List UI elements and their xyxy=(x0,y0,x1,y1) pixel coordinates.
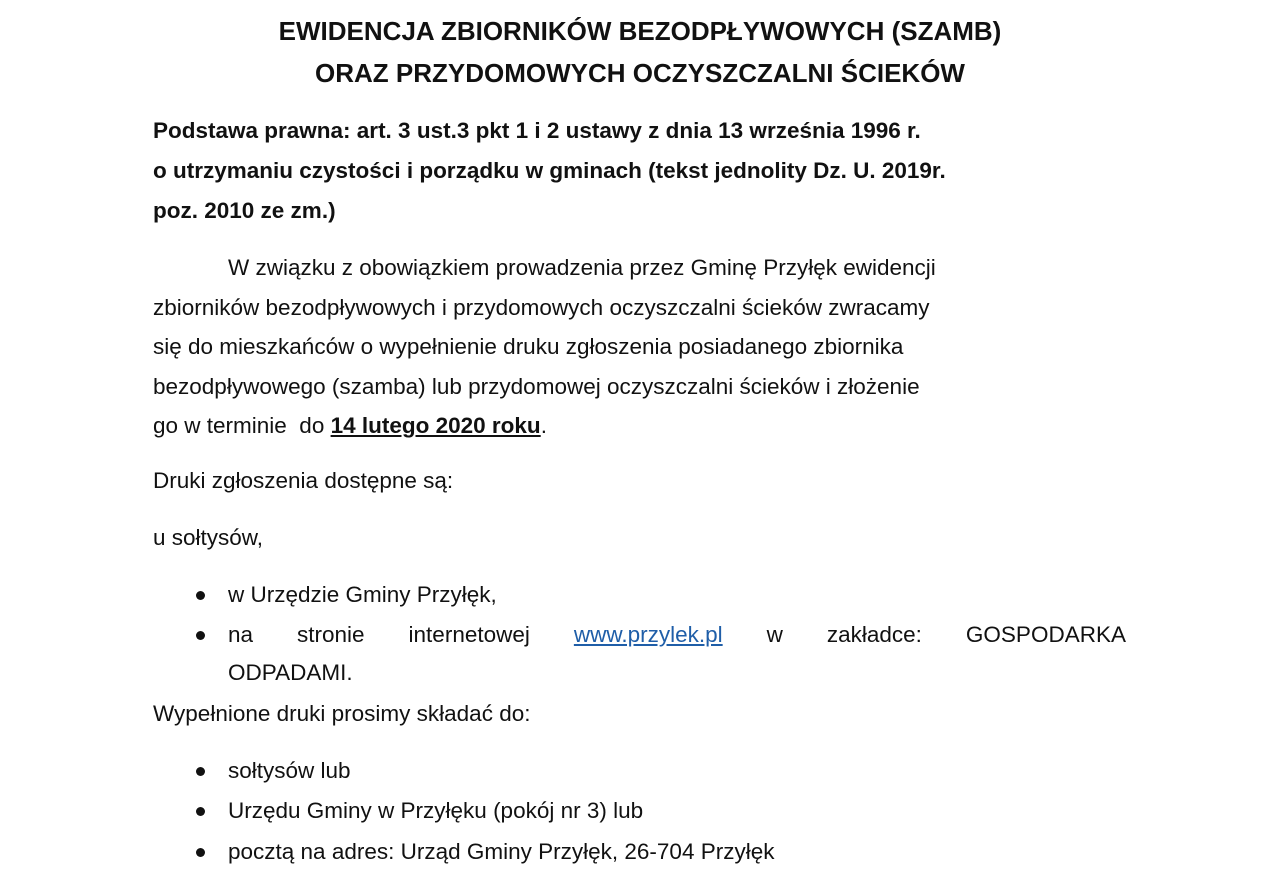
paragraph-line-3: się do mieszkańców o wypełnienie druku zgłoszenia posiadanego zbiornika xyxy=(153,334,904,359)
bullet-icon xyxy=(196,631,205,640)
availability-first-item: u sołtysów, xyxy=(153,525,264,550)
legal-basis-line-2: o utrzymaniu czystości i porządku w gminach (tekst jednolity Dz. U. 2019r. xyxy=(153,158,946,183)
main-paragraph xyxy=(153,248,1128,446)
word: w xyxy=(766,622,783,647)
paragraph-line-2: zbiorników bezodpływowych i przydomowych oczyszczalni ścieków zwracamy xyxy=(153,294,930,320)
legal-basis xyxy=(153,111,1113,231)
paragraph-line-4: bezodpływowego (szamba) lub przydomowej oczyszczalni ścieków i złożenie xyxy=(153,373,920,399)
website-item-continuation: ODPADAMI. xyxy=(228,660,353,685)
paragraph-line-5-suffix: . xyxy=(540,413,547,438)
list-item xyxy=(228,795,643,827)
bullet-icon xyxy=(196,591,205,600)
bullet-icon xyxy=(196,848,205,857)
document-title-line-1: EWIDENCJA ZBIORNIKÓW BEZODPŁYWOWYCH (SZAMB) xyxy=(278,16,1002,46)
legal-basis-line-1: Podstawa prawna: art. 3 ust.3 pkt 1 i 2 ustawy z dnia 13 września 1996 r. xyxy=(153,118,921,143)
paragraph-line-5 xyxy=(153,406,1128,446)
word: zakładce: xyxy=(826,622,922,647)
legal-basis-line-3: poz. 2010 ze zm.) xyxy=(153,198,336,223)
list-item-text: sołtysów lub xyxy=(228,758,351,783)
availability-heading: Druki zgłoszenia dostępne są: xyxy=(153,468,454,493)
list-item-text: pocztą na adres: Urząd Gminy Przyłęk, 26-704 Przyłęk xyxy=(228,839,775,864)
deadline-date: 14 lutego 2020 roku xyxy=(330,413,541,438)
website-link[interactable]: www.przylek.pl xyxy=(573,622,723,647)
document-title-line-2: ORAZ PRZYDOMOWYCH OCZYSZCZALNI ŚCIEKÓW xyxy=(315,58,965,88)
word: internetowej xyxy=(408,622,530,647)
bullet-icon xyxy=(196,767,205,776)
list-item xyxy=(228,579,497,611)
list-item xyxy=(228,836,774,868)
website-item-line xyxy=(228,619,1126,651)
bullet-icon xyxy=(196,807,205,816)
word: GOSPODARKA xyxy=(965,622,1126,647)
word: stronie xyxy=(297,622,365,647)
submission-heading: Wypełnione druki prosimy składać do: xyxy=(153,701,531,726)
list-item-text: Urzędu Gminy w Przyłęku (pokój nr 3) lub xyxy=(228,798,644,823)
paragraph-line-5-prefix: go w terminie do xyxy=(153,413,331,438)
list-item-text: w Urzędzie Gminy Przyłęk, xyxy=(228,582,497,607)
list-item-website xyxy=(228,619,1126,651)
list-item xyxy=(228,755,351,787)
paragraph-line-1: W związku z obowiązkiem prowadzenia przez Gminę Przyłęk ewidencji xyxy=(228,255,936,280)
word: na xyxy=(228,622,254,647)
